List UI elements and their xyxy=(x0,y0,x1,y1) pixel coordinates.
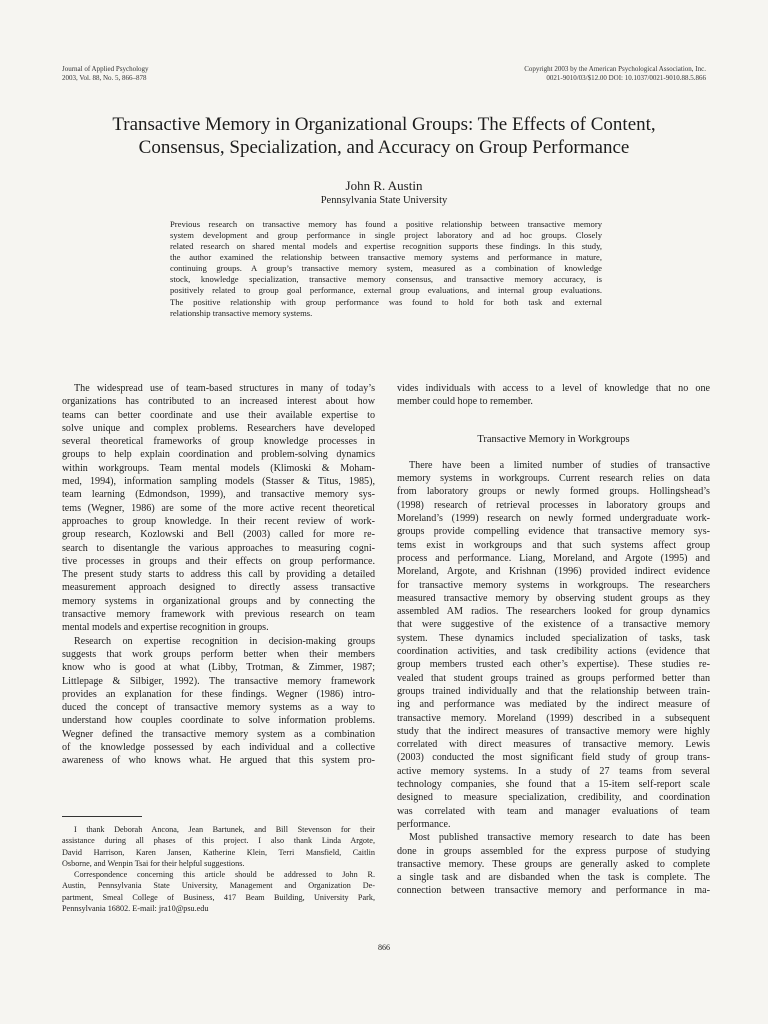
doi-line: 0021-9010/03/$12.00 DOI: 10.1037/0021-9010.88.5.866 xyxy=(546,74,706,82)
text-line: correlated with direct measures of transactive memory. Lewis xyxy=(397,739,710,751)
text-line: performance. xyxy=(397,818,451,830)
text-line: suggests that work groups perform better when their members xyxy=(62,648,375,660)
abstract-line: system development and group performance in single project laboratory and ad hoc groups. Closely xyxy=(170,230,602,241)
text-line: provides an explanation for these findings. Wegner (1986) intro- xyxy=(62,688,375,700)
text-line: know who is good at what (Libby, Trotman, & Zimmer, 1987; xyxy=(62,662,375,674)
copyright-line: Copyright 2003 by the American Psychological Association, Inc. xyxy=(524,65,706,73)
text-line: done in groups assembled for the express purpose of studying xyxy=(397,845,710,857)
text-line: group members trusted each other’s expertise). These studies re- xyxy=(397,659,710,671)
text-line: groups to help explain coordination and problem-solving dynamics xyxy=(62,449,375,461)
text-line: designed to measure specialization, credibility, and coordination xyxy=(397,792,710,804)
text-line: team learning (Edmondson, 1999), and transactive memory sys- xyxy=(62,489,375,501)
intro-paragraph-1 xyxy=(62,382,375,635)
author-affiliation: Pennsylvania State University xyxy=(320,195,448,206)
text-line: for transactive memory systems in workgroups. The researchers xyxy=(397,579,710,591)
text-line: organizations has contributed to an increased interest about how xyxy=(62,396,375,408)
text-line: understand how couples coordinate to solve information problems. xyxy=(62,715,375,727)
text-line: several theoretical frameworks of group knowledge processes in xyxy=(62,436,375,448)
text-line: group research, Kozlowski and Bell (2003) called for more re- xyxy=(62,529,375,541)
text-line: coordination activities, and task credibility actions (evidence that xyxy=(397,646,710,658)
text-line: Moreland’s (1999) research on newly formed undergraduate work- xyxy=(397,513,710,525)
footnote-line: David Harrison, Karen Jansen, Katherine Klein, Terri Mansfield, Caitlin xyxy=(62,847,375,857)
footnote-line: Osborne, and Wenpin Tsai for their helpful suggestions. xyxy=(62,858,245,868)
text-line: transactive memory framework with previous research on team xyxy=(62,609,375,621)
journal-name: Journal of Applied Psychology xyxy=(62,65,149,73)
section-paragraph-1 xyxy=(397,459,710,831)
text-line: transactive memory. These groups are generally asked to complete xyxy=(397,858,710,870)
text-line: approaches to group knowledge. In their recent review of work- xyxy=(62,515,375,527)
page-number: 866 xyxy=(378,943,390,952)
text-line: There have been a limited number of studies of transactive xyxy=(409,459,710,471)
title-line: Transactive Memory in Organizational Groups: The Effects of Content, xyxy=(112,114,656,135)
abstract-line: relationship transactive memory systems. xyxy=(170,307,313,318)
acknowledgment-note xyxy=(62,824,375,869)
text-line: Moreland, Argote, and Krishnan (1996) provided indirect evidence xyxy=(397,566,710,578)
text-line: within workgroups. Team mental models (Klimoski & Moham- xyxy=(62,462,375,474)
text-line: groups provide compelling evidence that transactive memory sys- xyxy=(397,526,710,538)
text-line: The present study starts to address this call by providing a detailed xyxy=(62,569,375,581)
footnotes xyxy=(62,824,375,914)
footnote-line: partment, Smeal College of Business, 417 Beam Building, University Park, xyxy=(62,892,375,902)
text-line: Research on expertise recognition in decision-making groups xyxy=(74,635,375,647)
text-line: memory systems in organizational groups and by connecting the xyxy=(62,595,375,607)
text-line: (2003) conducted the most significant field study of group trans- xyxy=(397,752,710,764)
abstract-line: Previous research on transactive memory has found a positive relationship between transactive memory xyxy=(170,219,602,229)
footnote-line: I thank Deborah Ancona, Jean Bartunek, and Bill Stevenson for their xyxy=(74,825,375,834)
footnote-line: Correspondence concerning this article should be addressed to John R. xyxy=(74,870,375,880)
text-line: search to disentangle the various approaches to measuring cogni- xyxy=(62,542,375,554)
text-line: med, 1994), information sampling models (Stasser & Titus, 1985), xyxy=(62,476,375,488)
abstract-line: the author examined the relationship between transactive memory systems and performance in mature, xyxy=(170,252,602,263)
footnote-divider xyxy=(62,816,142,817)
text-line: connection between transactive memory and performance in ma- xyxy=(397,885,710,897)
text-line: measurement approach designed to directly assess transactive xyxy=(62,582,375,594)
text-line: vealed that student groups trained as groups performed better than xyxy=(397,672,710,684)
text-line: awareness of who knows what. He argued that this system pro- xyxy=(62,755,375,767)
abstract-line: positively related to group goal performance, external group evaluations, and internal group evaluations. xyxy=(170,285,602,296)
intro-paragraph-2 xyxy=(62,635,375,768)
text-line: system. These dynamics included specialization of tasks, task xyxy=(397,632,710,644)
text-line: study that the indirect measures of transactive memory were highly xyxy=(397,725,710,737)
title-line: Consensus, Specialization, and Accuracy on Group Performance xyxy=(138,137,630,158)
text-line: a single task and are disbanded when the task is complete. The xyxy=(397,872,710,884)
abstract-line: related research on shared mental models and expertise recognition supports these findings. In this study, xyxy=(170,241,602,252)
article-title xyxy=(60,113,708,159)
abstract-line: continuing groups. A group’s transactive memory system, measured as a combination of knowledge xyxy=(170,263,602,274)
abstract-line: stock, knowledge specialization, transactive memory consensus, and transactive memory accuracy, is xyxy=(170,274,602,285)
text-line: was correlated with team and manager evaluations of team xyxy=(397,805,710,817)
left-column xyxy=(62,382,375,768)
text-line: active memory systems. In a study of 27 teams from several xyxy=(397,765,710,777)
text-line: measured transactive memory by observing student groups as they xyxy=(397,592,710,604)
text-line: teams can better coordinate and use their available expertise to xyxy=(62,409,375,421)
text-line: tems exist in workgroups and that such systems affect group xyxy=(397,539,710,551)
journal-volume: 2003, Vol. 88, No. 5, 866–878 xyxy=(62,74,147,82)
text-line: (1998) research of retrieval processes in laboratory groups and xyxy=(397,499,710,511)
text-line: from laboratory groups or newly formed groups. Hollingshead’s xyxy=(397,486,710,498)
continued-paragraph xyxy=(397,382,710,409)
correspondence-note xyxy=(62,869,375,914)
text-line: groups trained individually and that the relationship between train- xyxy=(397,685,710,697)
text-line: duced the concept of transactive memory systems as a way to xyxy=(62,702,375,714)
text-line: mental models and expertise recognition in groups. xyxy=(62,622,269,634)
text-line: tive processes in groups and their effects on group performance. xyxy=(62,555,375,567)
text-line: Littlepage & Silbiger, 1992). The transactive memory framework xyxy=(62,675,375,687)
footnote-line: assistance during all phases of this project. I also thank Linda Argote, xyxy=(62,836,375,846)
text-line: Wegner defined the transactive memory system as a combination xyxy=(62,728,375,740)
text-line: transactive memory. Moreland (1999) described in a subsequent xyxy=(397,712,710,724)
copyright-notice xyxy=(524,65,706,83)
text-line: memory systems in workgroups. Current research relies on data xyxy=(397,473,710,485)
section-heading: Transactive Memory in Workgroups xyxy=(477,433,630,445)
right-column xyxy=(397,382,710,898)
author-name: John R. Austin xyxy=(345,178,423,193)
abstract xyxy=(170,219,602,319)
text-line: member could hope to remember. xyxy=(397,396,533,408)
footnote-line: Pennsylvania 16802. E-mail: jra10@psu.edu xyxy=(62,904,209,914)
text-line: process and performance. Liang, Moreland, and Argote (1995) and xyxy=(397,552,710,564)
section-paragraph-2 xyxy=(397,831,710,897)
journal-citation xyxy=(62,65,149,83)
text-line: Most published transactive memory research to date has been xyxy=(409,832,710,844)
text-line: solve unique and complex problems. Researchers have developed xyxy=(62,422,375,434)
text-line: technology companies, she found that a 15-item self-report scale xyxy=(397,779,710,791)
text-line: The widespread use of team-based structures in many of today’s xyxy=(74,383,375,394)
abstract-line: The positive relationship with group performance was found to hold for both task and external xyxy=(170,296,602,307)
text-line: that were suggestive of the existence of a transactive memory xyxy=(397,619,710,631)
text-line: ing and performance was mediated by the indirect measure of xyxy=(397,699,710,711)
text-line: assembled AM radios. The researchers looked for group dynamics xyxy=(397,606,710,618)
text-line: of the knowledge possessed by each individual and a collective xyxy=(62,742,375,754)
text-line: tems (Wegner, 1986) are some of the more active recent theoretical xyxy=(62,502,375,514)
footnote-line: Austin, Pennsylvania State University, Management and Organization De- xyxy=(62,881,375,891)
text-line: vides individuals with access to a level of knowledge that no one xyxy=(397,383,710,394)
